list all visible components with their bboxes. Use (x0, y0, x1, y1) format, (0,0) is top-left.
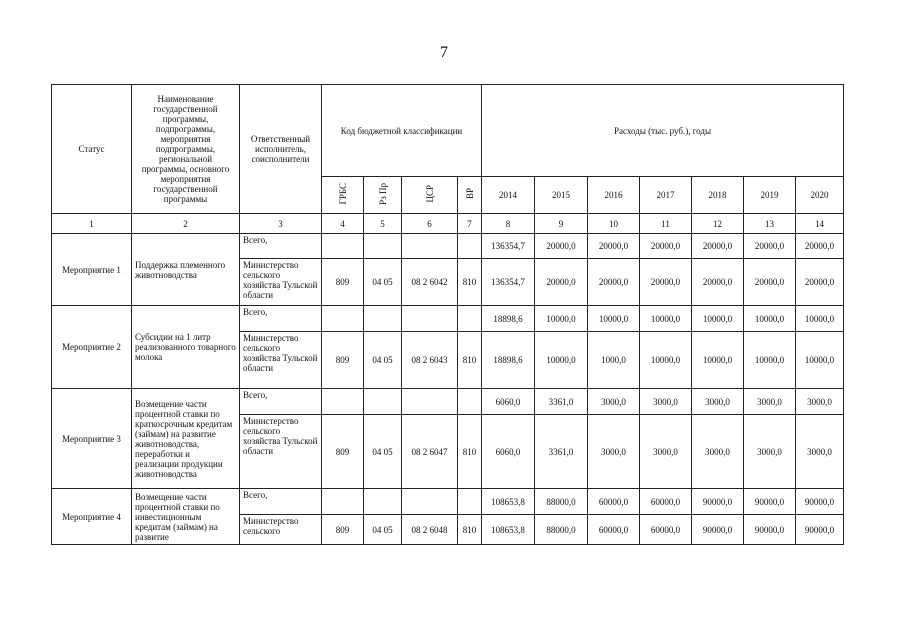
vr-code: 810 (458, 415, 482, 489)
measure-name: Субсидии на 1 литр реализованного товарного молока (132, 306, 240, 389)
header-status: Статус (52, 85, 132, 214)
total-value: 20000,0 (535, 234, 588, 259)
total-value: 10000,0 (640, 306, 692, 332)
column-number: 8 (482, 214, 535, 234)
header-code-col (458, 177, 482, 214)
measure-name: Возмещение части процентной ставки по инвестиционным кредитам (займам) на развитие (132, 489, 240, 545)
column-number: 4 (322, 214, 364, 234)
empty-cell (458, 389, 482, 415)
column-number: 2 (132, 214, 240, 234)
header-row-1 (52, 85, 844, 177)
header-code-col (364, 177, 402, 214)
ministry-value: 3361,0 (535, 415, 588, 489)
column-number: 14 (796, 214, 844, 234)
empty-cell (458, 234, 482, 259)
measure-name: Поддержка племенного животноводства (132, 234, 240, 306)
measure-status: Мероприятие 1 (52, 234, 132, 306)
total-value: 108653,8 (482, 489, 535, 515)
ministry-value: 20000,0 (535, 259, 588, 306)
column-number: 7 (458, 214, 482, 234)
grbs-code: 809 (322, 515, 364, 545)
ministry-label: Министерство сельского хозяйства Тульской области (240, 259, 322, 306)
header-code-col (402, 177, 458, 214)
ministry-value: 10000,0 (535, 332, 588, 389)
ministry-label: Министерство сельского хозяйства Тульской области (240, 415, 322, 489)
ministry-value: 20000,0 (692, 259, 744, 306)
header-year: 2017 (640, 177, 692, 214)
ministry-value: 136354,7 (482, 259, 535, 306)
ministry-value: 20000,0 (588, 259, 640, 306)
grbs-code: 809 (322, 332, 364, 389)
total-value: 10000,0 (796, 306, 844, 332)
ministry-value: 60000,0 (588, 515, 640, 545)
rzpr-code: 04 05 (364, 259, 402, 306)
measure-total-row (52, 389, 844, 415)
ministry-value: 3000,0 (640, 415, 692, 489)
total-value: 90000,0 (692, 489, 744, 515)
total-label: Всего, (240, 234, 322, 259)
csr-code: 08 2 6043 (402, 332, 458, 389)
ministry-label: Министерство сельского хозяйства Тульской области (240, 332, 322, 389)
vr-code: 810 (458, 515, 482, 545)
column-number: 6 (402, 214, 458, 234)
empty-cell (458, 489, 482, 515)
header-year: 2020 (796, 177, 844, 214)
header-budget-code: Код бюджетной классификации (322, 85, 482, 177)
ministry-value: 3000,0 (588, 415, 640, 489)
total-value: 20000,0 (588, 234, 640, 259)
empty-cell (402, 234, 458, 259)
empty-cell (322, 234, 364, 259)
vr-code: 810 (458, 332, 482, 389)
ministry-value: 10000,0 (744, 332, 796, 389)
header-year: 2016 (588, 177, 640, 214)
ministry-value: 18898,6 (482, 332, 535, 389)
measure-status: Мероприятие 4 (52, 489, 132, 545)
header-expenses: Расходы (тыс. руб.), годы (482, 85, 844, 177)
total-value: 10000,0 (692, 306, 744, 332)
empty-cell (322, 489, 364, 515)
grbs-code: 809 (322, 415, 364, 489)
ministry-value: 20000,0 (744, 259, 796, 306)
header-year: 2019 (744, 177, 796, 214)
total-value: 88000,0 (535, 489, 588, 515)
total-value: 10000,0 (588, 306, 640, 332)
column-number: 12 (692, 214, 744, 234)
ministry-value: 108653,8 (482, 515, 535, 545)
measure-status: Мероприятие 3 (52, 389, 132, 489)
header-code-rzpr: Рз Пр (377, 183, 388, 205)
header-code-vr: ВР (464, 188, 475, 200)
measure-total-row (52, 234, 844, 259)
ministry-value: 20000,0 (640, 259, 692, 306)
csr-code: 08 2 6047 (402, 415, 458, 489)
empty-cell (364, 234, 402, 259)
header-name: Наименование государственной программы, подпрограммы, мероприятия подпрограммы, региональной программы, основного мероприятия государственной программы (132, 85, 240, 214)
measure-total-row (52, 489, 844, 515)
ministry-value: 10000,0 (640, 332, 692, 389)
rzpr-code: 04 05 (364, 415, 402, 489)
empty-cell (458, 306, 482, 332)
page-number: 7 (440, 44, 448, 61)
total-value: 20000,0 (692, 234, 744, 259)
total-value: 3000,0 (588, 389, 640, 415)
column-number: 10 (588, 214, 640, 234)
total-value: 3000,0 (796, 389, 844, 415)
header-code-csr: ЦСР (424, 185, 435, 203)
ministry-value: 20000,0 (796, 259, 844, 306)
rzpr-code: 04 05 (364, 515, 402, 545)
total-value: 10000,0 (535, 306, 588, 332)
ministry-value: 3000,0 (796, 415, 844, 489)
column-number-row (52, 214, 844, 234)
ministry-value: 90000,0 (692, 515, 744, 545)
header-year: 2018 (692, 177, 744, 214)
ministry-value: 90000,0 (796, 515, 844, 545)
total-value: 90000,0 (796, 489, 844, 515)
empty-cell (364, 489, 402, 515)
ministry-value: 1000,0 (588, 332, 640, 389)
total-value: 6060,0 (482, 389, 535, 415)
total-value: 136354,7 (482, 234, 535, 259)
header-code-grbs: ГРБС (337, 183, 348, 205)
total-value: 3000,0 (692, 389, 744, 415)
ministry-label: Министерство сельского (240, 515, 322, 545)
ministry-value: 90000,0 (744, 515, 796, 545)
budget-table (51, 84, 844, 545)
total-label: Всего, (240, 306, 322, 332)
column-number: 3 (240, 214, 322, 234)
ministry-value: 88000,0 (535, 515, 588, 545)
measure-status: Мероприятие 2 (52, 306, 132, 389)
empty-cell (402, 389, 458, 415)
ministry-value: 10000,0 (692, 332, 744, 389)
column-number: 9 (535, 214, 588, 234)
ministry-value: 6060,0 (482, 415, 535, 489)
total-value: 10000,0 (744, 306, 796, 332)
empty-cell (402, 489, 458, 515)
column-number: 5 (364, 214, 402, 234)
empty-cell (364, 306, 402, 332)
total-value: 3361,0 (535, 389, 588, 415)
ministry-value: 60000,0 (640, 515, 692, 545)
column-number: 1 (52, 214, 132, 234)
header-year: 2015 (535, 177, 588, 214)
grbs-code: 809 (322, 259, 364, 306)
csr-code: 08 2 6048 (402, 515, 458, 545)
total-label: Всего, (240, 389, 322, 415)
header-year: 2014 (482, 177, 535, 214)
empty-cell (402, 306, 458, 332)
ministry-value: 3000,0 (692, 415, 744, 489)
ministry-value: 10000,0 (796, 332, 844, 389)
total-value: 90000,0 (744, 489, 796, 515)
total-value: 20000,0 (640, 234, 692, 259)
header-executor: Ответственный исполнитель, соисполнители (240, 85, 322, 214)
total-value: 20000,0 (796, 234, 844, 259)
total-value: 60000,0 (640, 489, 692, 515)
column-number: 13 (744, 214, 796, 234)
total-value: 18898,6 (482, 306, 535, 332)
measure-total-row (52, 306, 844, 332)
total-value: 3000,0 (640, 389, 692, 415)
column-number: 11 (640, 214, 692, 234)
total-value: 60000,0 (588, 489, 640, 515)
header-code-col (322, 177, 364, 214)
total-label: Всего, (240, 489, 322, 515)
ministry-value: 3000,0 (744, 415, 796, 489)
csr-code: 08 2 6042 (402, 259, 458, 306)
total-value: 20000,0 (744, 234, 796, 259)
empty-cell (322, 389, 364, 415)
rzpr-code: 04 05 (364, 332, 402, 389)
measure-name: Возмещение части процентной ставки по краткосрочным кредитам (займам) на развитие животноводства, переработки и реализации продукции животноводства (132, 389, 240, 489)
empty-cell (364, 389, 402, 415)
vr-code: 810 (458, 259, 482, 306)
empty-cell (322, 306, 364, 332)
total-value: 3000,0 (744, 389, 796, 415)
